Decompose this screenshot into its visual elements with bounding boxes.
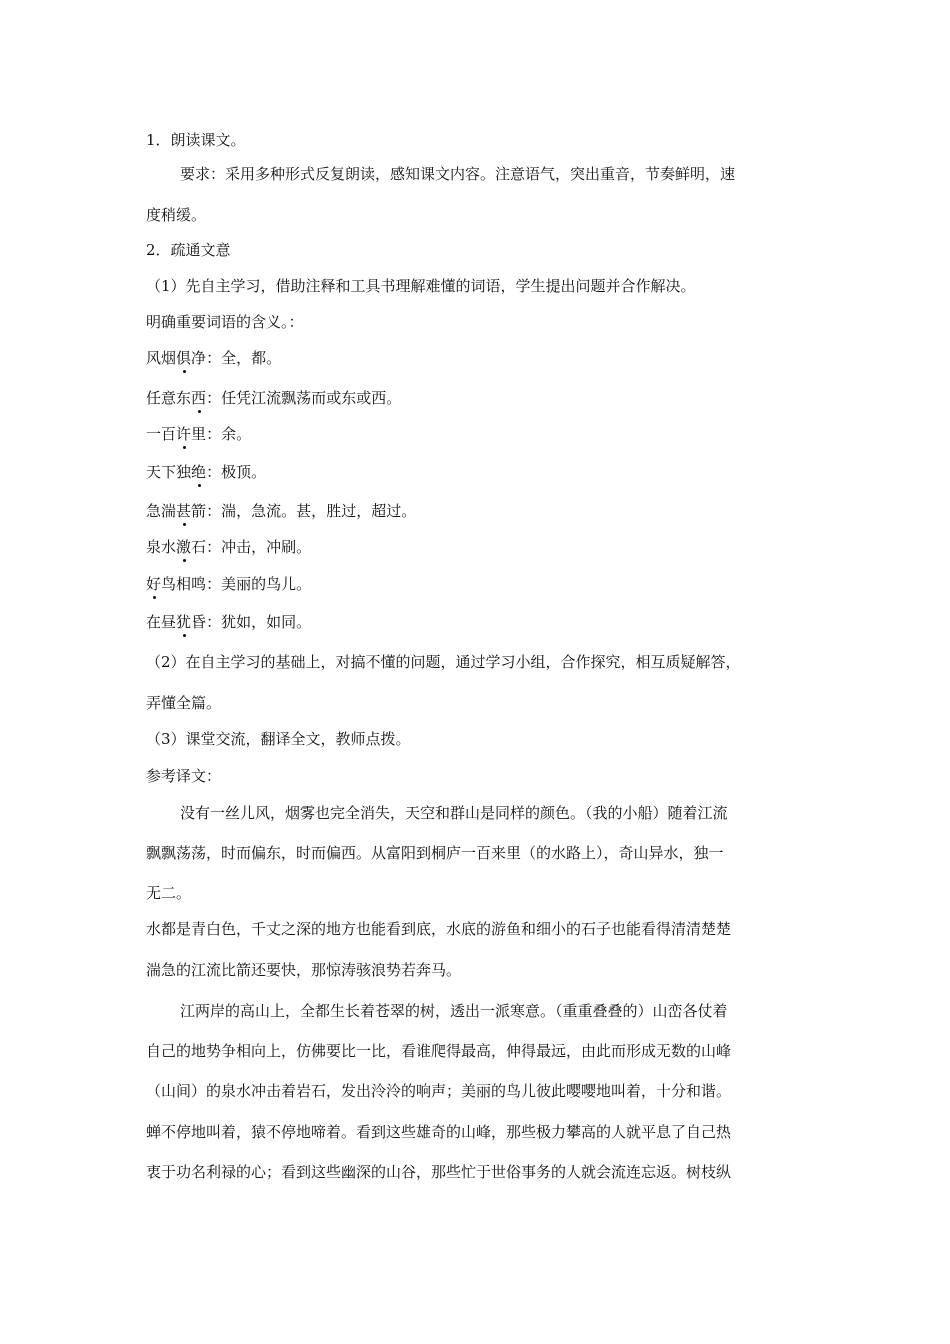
emphasis-char: 西 (191, 389, 207, 407)
text-line: （2）在自主学习的基础上，对搞不懂的问题，通过学习小组，合作探究，相互质疑解答， (146, 653, 741, 671)
emphasis-char: 激 (176, 538, 192, 556)
emphasis-char: 绝 (191, 463, 207, 481)
text-line: 泉水激石：冲击，冲刷。 (146, 538, 312, 556)
text-line: （3）课堂交流，翻译全文，教师点拨。 (146, 730, 411, 748)
text-line: 弄懂全篇。 (146, 694, 222, 712)
text-line: 水都是青白色，千丈之深的地方也能看到底，水底的游鱼和细小的石子也能看得清清楚楚 (146, 920, 732, 938)
text-line: 无二。 (146, 884, 192, 902)
text-line: 急湍甚箭：湍，急流。甚，胜过，超过。 (146, 502, 417, 520)
text-line: 度稍缓。 (146, 206, 207, 224)
text-line: 1．朗读课文。 (146, 131, 246, 149)
text-line: 湍急的江流比箭还要快，那惊涛骇浪势若奔马。 (146, 961, 462, 979)
text-line: 衷于功名利禄的心；看到这些幽深的山谷，那些忙于世俗事务的人就会流连忘返。树枝纵 (146, 1163, 732, 1181)
emphasis-char: 甚 (176, 502, 192, 520)
text-line: 2．疏通文意 (146, 241, 231, 259)
text-line: （1）先自主学习，借助注释和工具书理解难懂的词语，学生提出问题并合作解决。 (146, 277, 696, 295)
text-line: 要求：采用多种形式反复朗读，感知课文内容。注意语气，突出重音，节奏鲜明，速 (180, 165, 736, 183)
text-line: 任意东西：任凭江流飘荡而或东或西。 (146, 389, 402, 407)
text-line: 江两岸的高山上，全都生长着苍翠的树，透出一派寒意。（重重叠叠的）山峦各仗着 (180, 1002, 728, 1020)
emphasis-char: 许 (176, 425, 192, 443)
text-line: 在昼犹昏：犹如，如同。 (146, 613, 312, 631)
text-line: 参考译文： (146, 767, 222, 785)
text-line: 没有一丝儿风，烟雾也完全消失，天空和群山是同样的颜色。（我的小船）随着江流 (180, 804, 728, 822)
emphasis-char: 俱 (176, 349, 192, 367)
text-line: （山间）的泉水冲击着岩石，发出泠泠的响声；美丽的鸟儿彼此嘤嘤地叫着，十分和谐。 (146, 1082, 732, 1100)
text-line: 自己的地势争相向上，仿佛要比一比，看谁爬得最高，伸得最远，由此而形成无数的山峰 (146, 1042, 732, 1060)
emphasis-char: 犹 (176, 613, 192, 631)
text-line: 飘飘荡荡，时而偏东，时而偏西。从富阳到桐庐一百来里（的水路上），奇山异水，独一 (146, 844, 724, 862)
emphasis-char: 好 (146, 575, 162, 593)
text-line: 天下独绝：极顶。 (146, 463, 267, 481)
text-line: 一百许里：余。 (146, 425, 252, 443)
text-line: 风烟俱净：全，都。 (146, 349, 282, 367)
text-line: 蝉不停地叫着，猿不停地啼着。看到这些雄奇的山峰，那些极力攀高的人就平息了自己热 (146, 1123, 732, 1141)
text-line: 好鸟相鸣：美丽的鸟儿。 (146, 575, 312, 593)
text-line: 明确重要词语的含义。： (146, 313, 304, 331)
